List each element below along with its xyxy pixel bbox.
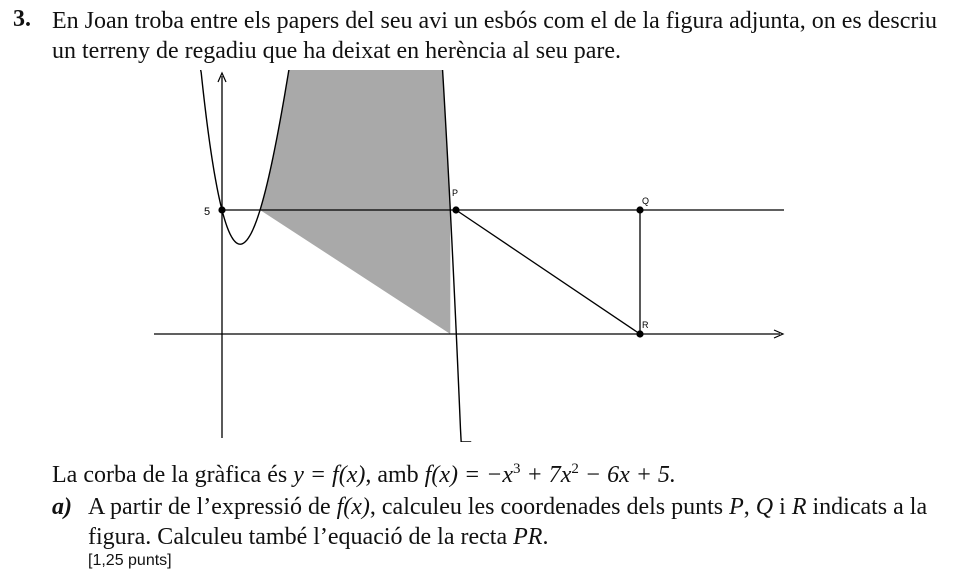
- part-a-text-1: A partir de l’expressió de: [88, 494, 337, 520]
- question-number: 3.: [13, 6, 31, 32]
- part-a-f-of-x: f(x): [336, 494, 370, 520]
- shaded-region: [260, 70, 450, 334]
- part-a-text-3: indicats a la figura. Calculeu també l’equació de la recta: [88, 494, 928, 550]
- part-a-points: [1,25 punts]: [88, 552, 172, 569]
- part-a-label: a): [52, 494, 72, 520]
- formula-amb-text: , amb: [365, 462, 425, 488]
- label-R: R: [642, 320, 649, 330]
- part-a-conjunction: i: [773, 494, 792, 520]
- formula-exponent-2: 2: [571, 461, 579, 477]
- formula-f-of-x: f(x): [424, 462, 458, 488]
- point-y5: [218, 206, 225, 213]
- formula-rhs-start: = −x: [457, 462, 514, 488]
- point-P: [452, 206, 459, 213]
- part-a-line-PR: PR: [513, 524, 543, 550]
- segment-PR: [456, 210, 640, 334]
- formula-intro-text: La corba de la gràfica és: [52, 462, 294, 488]
- part-a-text-2: , calculeu les coordenades dels punts: [369, 494, 730, 520]
- point-R: [636, 330, 643, 337]
- formula-rhs-end: − 6x + 5.: [578, 462, 676, 488]
- label-Q: Q: [642, 196, 650, 206]
- formula-exponent-3: 3: [513, 461, 521, 477]
- question-statement: En Joan troba entre els papers del seu avi un esbós com el de la figura adjunta, on es descriu un terreny de regadiu que ha deixat en herència al seu pare.: [52, 8, 938, 64]
- label-y5: 5: [204, 206, 211, 218]
- label-P: P: [452, 188, 459, 198]
- part-a-comma: ,: [743, 494, 756, 520]
- part-a-point-Q: Q: [755, 494, 774, 520]
- part-a-text: [88, 492, 948, 552]
- formula-y-equals-f: y = f(x): [293, 462, 366, 488]
- part-a-point-P: P: [729, 494, 744, 520]
- part-a-period: .: [542, 524, 549, 550]
- formula-rhs-mid: + 7x: [520, 462, 572, 488]
- part-a-point-R: R: [791, 494, 807, 520]
- function-definition: [52, 460, 676, 490]
- function-graph-figure: [150, 70, 790, 442]
- point-Q: [636, 206, 643, 213]
